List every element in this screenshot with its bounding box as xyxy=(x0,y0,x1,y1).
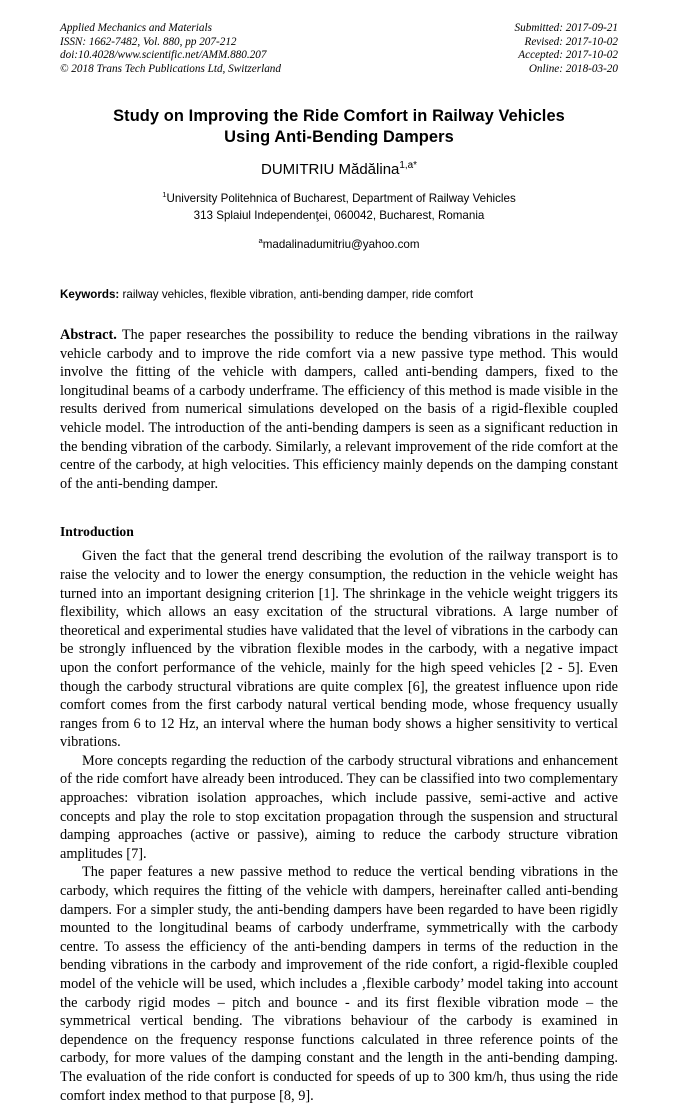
abstract-text: The paper researches the possibility to reduce the bending vibrations in the railway vehicle carbody and to improve the ride comfort via a new passive type method. This would involve the fitting of the vehicle with dampers, called anti-bending dampers, fixed to the longitudinal beams of a carbody underframe. The efficiency of this method is made visible in the results derived from numerical simulations developed on the basis of a rigid-flexible coupled vehicle model. The introduction of the anti-bending dampers is seen as a significant reduction in the bending vibration of the carbody. Similarly, a relevant improvement of the ride comfort at the centre of the carbody, at high velocities. This efficiency mainly depends on the damping constant of the anti-bending damper. xyxy=(60,327,618,492)
introduction-paragraph-3: The paper features a new passive method to reduce the vertical bending vibrations in the carbody, which requires the fitting of the vehicle with dampers, hereinafter called anti-bending dampers. For a simpler study, the anti-bending dampers have been regarded to have been rigidly mounted to the longitudinal beams of carbody underframe, symmetrically with the carbody centre. To assess the efficiency of the anti-bending dampers in terms of the reduction in the bending vibrations in the carbody and improvement of the ride confort, a rigid-flexible coupled model of the vehicle will be used, which includes a ‚flexible carbody’ model taking into account the carbody rigid modes – pitch and bounce - and its first flexible vibration mode – the symmetrical vertical bending. The vibrations behaviour of the carbody is examined in dependence on the frequency response functions calculated in three reference points of the carbody, for more values of the damping constant and the length in the anti-bending damping. The evaluation of the ride confort is conducted for speeds of up to 300 km/h, thus using the ride comfort index method to that purpose [8, 9]. xyxy=(60,864,618,1104)
keywords-line xyxy=(60,287,618,303)
abstract-block xyxy=(60,326,618,493)
accepted-date: Accepted: 2017-10-02 xyxy=(518,49,618,61)
section-heading-introduction: Introduction xyxy=(60,524,134,540)
affiliation-line-2: 313 Splaiul Independenţei, 060042, Bucharest, Romania xyxy=(193,209,485,222)
keywords-values: railway vehicles, flexible vibration, anti-bending damper, ride comfort xyxy=(122,288,474,301)
journal-header-left xyxy=(60,22,281,76)
journal-header xyxy=(60,22,618,76)
page-content xyxy=(60,22,618,1105)
introduction-paragraph-1: Given the fact that the general trend describing the evolution of the railway transport is to raise the velocity and to lower the energy consumption, the reduction in the vehicle weight has turned into an important designing criterion [1]. The shrinkage in the vehicle weight triggers its flexibility, which allows an easy excitation of the structural vibrations. A large number of theoretical and experimental studies have validated that the level of vibrations in the carbody can be strongly influenced by the vibration flexible modes in the carbody, with a negative impact upon the confort performance of the vehicle, mainly for the high speed vehicles [2 - 5]. Even though the carbody structural vibrations are quite complex [6], the greatest influence upon ride comfort comes from the first carbody natural vertical bending mode, whose frequency usually ranges from 6 to 12 Hz, an interval where the human body shows a higher sensitivity to vertical vibrations. xyxy=(60,548,618,751)
journal-name: Applied Mechanics and Materials xyxy=(60,22,212,34)
revised-date: Revised: 2017-10-02 xyxy=(524,35,618,48)
journal-issn-volume: ISSN: 1662-7482, Vol. 880, pp 207-212 xyxy=(60,35,237,48)
keywords-label: Keywords: xyxy=(60,288,120,301)
affiliation-marker: 1 xyxy=(162,190,167,200)
author-email: madalinadumitriu@yahoo.com xyxy=(262,238,420,251)
author-email-line xyxy=(60,236,618,253)
journal-doi: doi:10.4028/www.scientific.net/AMM.880.207 xyxy=(60,49,267,61)
author-line xyxy=(60,160,618,179)
affiliation-block xyxy=(60,190,618,224)
journal-copyright: © 2018 Trans Tech Publications Ltd, Switzerland xyxy=(60,62,281,75)
paper-title: Study on Improving the Ride Comfort in Railway Vehicles Using Anti-Bending Dampers xyxy=(113,107,565,146)
submitted-date: Submitted: 2017-09-21 xyxy=(514,22,618,34)
introduction-paragraph-2: More concepts regarding the reduction of the carbody structural vibrations and enhancement of the ride comfort have already been introduced. They can be classified into two complementary approaches: vibration isolation approaches, which include passive, semi-active and active concepts and play the role to stop excitation propagation through the suspension and structural damping approaches (active or passive), aiming to reduce the carbody structure vibration amplitudes [7]. xyxy=(60,752,618,862)
abstract-label: Abstract. xyxy=(60,327,117,343)
author-superscript: 1,a* xyxy=(399,160,417,171)
online-date: Online: 2018-03-20 xyxy=(528,62,618,75)
author-name: DUMITRIU Mădălina xyxy=(261,161,400,178)
affiliation-line-1: University Politehnica of Bucharest, Department of Railway Vehicles xyxy=(166,192,516,205)
email-marker: a xyxy=(258,236,263,246)
journal-header-right xyxy=(515,22,618,76)
